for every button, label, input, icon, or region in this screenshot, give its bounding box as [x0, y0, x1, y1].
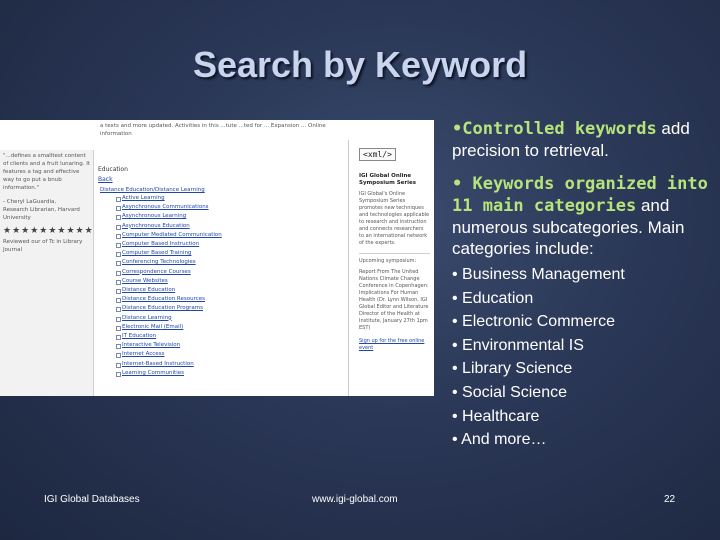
review-role: Research Librarian, Harvard University [3, 207, 80, 221]
tree-item[interactable]: Electronic Mail (Email) [116, 323, 348, 332]
tree-item[interactable]: Distance Education Programs [116, 304, 348, 313]
tree-item[interactable]: Computer Mediated Communication [116, 231, 348, 240]
highlight-keywords-organized: • Keywords organized into 11 main categories [452, 174, 708, 216]
tree-item[interactable]: Distance Education [116, 286, 348, 295]
tree-item[interactable]: Active Learning [116, 194, 348, 203]
highlight-controlled-keywords: •Controlled keywords [452, 119, 657, 139]
slide-title: Search by Keyword [192, 44, 528, 85]
footer-source: IGI Global Databases [44, 494, 140, 505]
symposium-sidebar [348, 140, 434, 396]
category-item: • Business Management [452, 266, 625, 283]
tree-item[interactable]: Correspondence Courses [116, 268, 348, 277]
back-link[interactable]: Back [98, 176, 113, 183]
category-item: • And more… [452, 431, 547, 449]
category-item: • Healthcare [452, 407, 540, 425]
review-quote: "...defines a smalltest content of clients and a fruit lunaring. It features a tag and effective way to go put a bnub information." [3, 153, 91, 191]
category-item: • Environmental IS [452, 336, 584, 354]
bullet-text: add precision to retrieval. [452, 119, 690, 160]
footer-url: www.igi-global.com [312, 494, 398, 505]
database-screenshot [0, 120, 434, 396]
tree-item[interactable]: Distance Education Resources [116, 295, 348, 304]
upcoming-label: Upcoming symposium: [359, 258, 417, 264]
tree-item[interactable]: Computer Based Training [116, 249, 348, 258]
bullet-text: and numerous subcategories. Main categories include: [452, 196, 685, 258]
category-item: • Library Science [452, 360, 573, 378]
tree-item[interactable]: Course Websites [116, 277, 348, 286]
tree-root-link[interactable]: Distance Education/Distance Learning [100, 187, 205, 193]
signup-link[interactable]: Sign up for the free online event [359, 338, 425, 351]
tree-item[interactable]: IT Education [116, 332, 348, 341]
tree-item[interactable]: Internet Access [116, 350, 348, 359]
screenshot-top-text [94, 120, 344, 144]
bullet-controlled-keywords [452, 118, 720, 161]
review-column [0, 150, 94, 396]
divider [359, 253, 430, 254]
top-text: a texts and more updated. Activities in this ...tute ...ted for ... Expansion ... Online information [100, 123, 326, 137]
tree-item[interactable]: Asynchronous Communications [116, 203, 348, 212]
keyword-tree-column [98, 166, 348, 378]
tree-item[interactable]: Asynchronous Education [116, 222, 348, 231]
page-number: 22 [664, 494, 676, 505]
category-item: • Social Science [452, 383, 567, 401]
tree-item[interactable]: Conferencing Technologies [116, 258, 348, 267]
tree-item[interactable]: Learning Communities [116, 369, 348, 378]
sidebar-title: IGI Global Online Symposium Series [359, 173, 417, 186]
tree-item[interactable]: Computer Based Instruction [116, 240, 348, 249]
sidebar-text: IGI Global's Online Symposium Series promotes new techniques and technologies applicable to research and instruction and connects researchers to an international network of the experts. [359, 191, 430, 246]
xml-feed-badge[interactable]: <xml/> [359, 148, 396, 161]
tree-item[interactable]: Distance Learning [116, 314, 348, 323]
category-item: • Education [452, 289, 534, 307]
tree-item[interactable]: Interactive Television [116, 341, 348, 350]
upcoming-text: Report From The United Nations Climate Change Conference in Copenhagen: Implications For Human Health (Dr. Lynn Wilson, IGI Global Editor and Literature Director of the Health at Institute, January 27th 1pm EST) [359, 269, 429, 331]
review-author: - Cheryl LaGuardia, [3, 199, 57, 205]
keyword-tree [116, 194, 348, 378]
tree-item[interactable]: Asynchronous Learning [116, 212, 348, 221]
rating-stars: ★★★★★★★★★★ [3, 226, 94, 236]
tree-item[interactable]: Internet-Based Instruction [116, 360, 348, 369]
review-source: Reviewed our of Tc in Library Journal [3, 239, 83, 253]
category-item: • Electronic Commerce [452, 313, 615, 331]
bullet-keyword-categories [452, 173, 720, 259]
bullet-list [452, 118, 720, 452]
section-heading: Education [98, 166, 128, 173]
category-list [452, 263, 720, 452]
